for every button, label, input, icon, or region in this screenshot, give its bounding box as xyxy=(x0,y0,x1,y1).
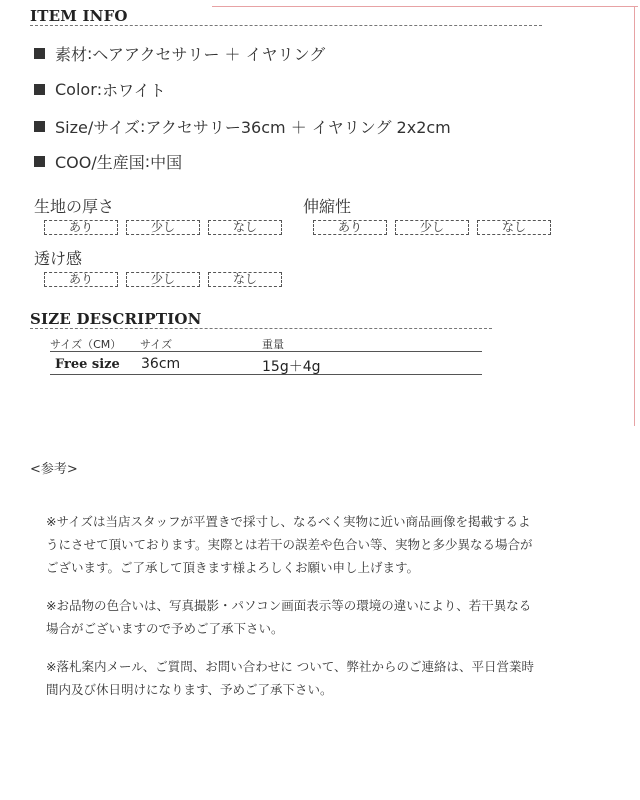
stretch-option-yes: あり xyxy=(313,220,387,235)
bullet-square-icon xyxy=(34,84,45,95)
item-info-title: ITEM INFO xyxy=(30,7,128,25)
thickness-label: 生地の厚さ xyxy=(34,197,115,216)
stretch-option-some: 少し xyxy=(395,220,469,235)
info-key: Size/サイズ xyxy=(55,118,140,137)
info-key: Color xyxy=(55,80,97,99)
size-header-rule xyxy=(50,351,482,352)
info-row-material: 素材 : ヘアアクセサリー ＋ イヤリング xyxy=(34,42,325,65)
info-value: 中国 xyxy=(150,153,183,172)
info-value: アクセサリー36cm ＋ イヤリング 2x2cm xyxy=(145,118,451,137)
size-header-size: サイズ xyxy=(140,338,173,351)
info-row-color: Color : ホワイト xyxy=(34,78,166,101)
size-header-size-cm: サイズ（CM） xyxy=(50,338,122,351)
info-row-size: Size/サイズ : アクセサリー36cm ＋ イヤリング 2x2cm xyxy=(34,115,451,138)
sheer-option-no: なし xyxy=(208,272,282,287)
sheer-label: 透け感 xyxy=(34,249,83,268)
info-key: 素材 xyxy=(55,45,88,64)
thickness-option-no: なし xyxy=(208,220,282,235)
info-key: COO/生産国 xyxy=(55,153,145,172)
note-contact-hours: ※落札案内メール、ご質問、お問い合わせに ついて、弊社からのご連絡は、平日営業時 間内及び休日明けになります、予めご了承下さい。 xyxy=(46,659,534,697)
note-size-measurement: ※サイズは当店スタッフが平置きで採寸し、なるべく実物に近い商品画像を掲載するよ うにさせて頂いております。実際とは若干の誤差や色合い等、実物と多少異なる場合が ございます。ご了承して頂きます様よろしくお願い申し上げます。 xyxy=(46,514,533,575)
sheer-option-some: 少し xyxy=(126,272,200,287)
note-color-variation: ※お品物の色合いは、写真撮影・パソコン画面表示等の環境の違いにより、若干異なる 場合がございますので予めご了承下さい。 xyxy=(46,598,532,636)
size-value-free-size: Free size xyxy=(55,357,120,372)
info-row-coo: COO/生産国 : 中国 xyxy=(34,150,182,173)
reference-heading: <参考> xyxy=(30,462,78,477)
size-header-weight: 重量 xyxy=(262,338,284,351)
info-value: ヘアアクセサリー ＋ イヤリング xyxy=(92,45,326,64)
decorative-border-right xyxy=(634,6,635,426)
size-description-title: SIZE DESCRIPTION xyxy=(30,310,202,328)
info-value: ホワイト xyxy=(102,81,166,100)
sheer-option-yes: あり xyxy=(44,272,118,287)
thickness-option-yes: あり xyxy=(44,220,118,235)
stretch-option-no: なし xyxy=(477,220,551,235)
size-value-length: 36cm xyxy=(141,356,181,372)
stretch-label: 伸縮性 xyxy=(303,197,352,216)
size-description-divider xyxy=(30,328,492,329)
item-info-divider xyxy=(30,25,542,26)
decorative-border-top xyxy=(212,6,638,7)
size-value-weight: 15g＋4g xyxy=(262,359,321,375)
bullet-square-icon xyxy=(34,156,45,167)
bullet-square-icon xyxy=(34,121,45,132)
size-row-rule xyxy=(50,374,482,375)
thickness-option-some: 少し xyxy=(126,220,200,235)
bullet-square-icon xyxy=(34,48,45,59)
